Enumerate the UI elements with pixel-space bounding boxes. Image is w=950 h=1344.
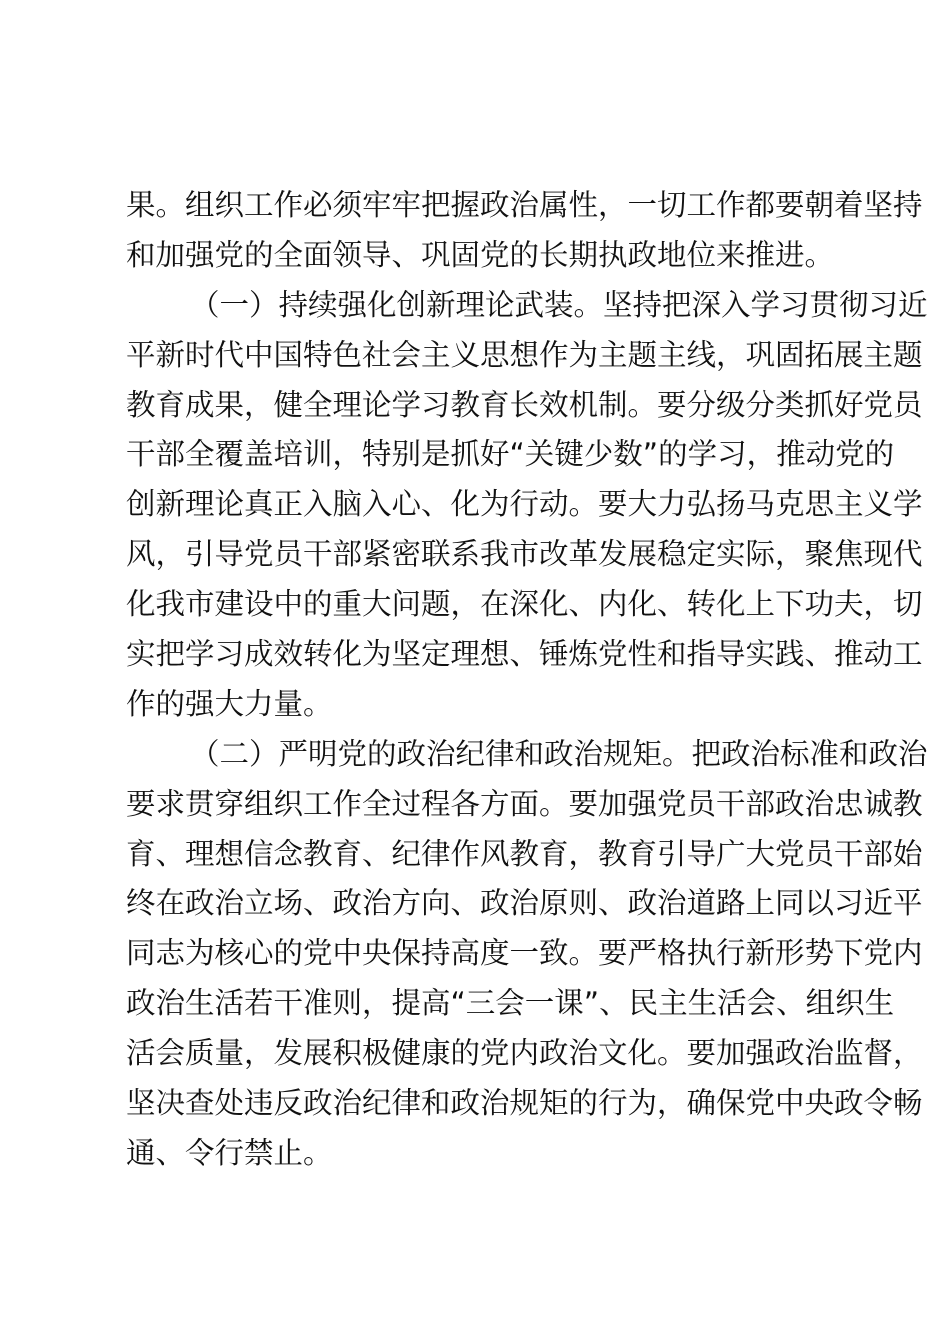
text-line: 育、理想信念教育、纪律作风教育，教育引导广大党员干部始 [126,836,923,871]
text-line: 干部全覆盖培训，特别是抓好“关键少数”的学习，推动党的 [126,437,895,472]
section-heading-line: （一）持续强化创新理论武装。坚持把深入学习贯彻习近 [190,287,928,322]
text-line: 和加强党的全面领导、巩固党的长期执政地位来推进。 [126,237,835,272]
text-line: 实把学习成效转化为坚定理想、锤炼党性和指导实践、推动工 [126,637,923,672]
text-line: 政治生活若干准则，提高“三会一课”、民主生活会、组织生 [126,986,895,1021]
text-line: 活会质量，发展积极健康的党内政治文化。要加强政治监督， [126,1036,923,1071]
paragraph-section-1 [126,286,928,735]
text-line: 化我市建设中的重大问题，在深化、内化、转化上下功夫，切 [126,587,923,622]
text-line: 终在政治立场、政治方向、政治原则、政治道路上同以习近平 [126,886,923,921]
document-body [126,186,928,1184]
text-line: 教育成果，健全理论学习教育长效机制。要分级分类抓好党员 [126,387,923,422]
text-line: 平新时代中国特色社会主义思想作为主题主线，巩固拓展主题 [126,337,923,372]
paragraph-section-2 [126,735,928,1184]
text-line: 同志为核心的党中央保持高度一致。要严格执行新形势下党内 [126,936,923,971]
text-line: 作的强大力量。 [126,686,333,721]
text-line: 风，引导党员干部紧密联系我市改革发展稳定实际，聚焦现代 [126,537,923,572]
text-line: 通、令行禁止。 [126,1135,333,1170]
section-heading-line: （二）严明党的政治纪律和政治规矩。把政治标准和政治 [190,736,928,771]
text-line: 果。组织工作必须牢牢把握政治属性，一切工作都要朝着坚持 [126,188,923,222]
text-line: 坚决查处违反政治纪律和政治规矩的行为，确保党中央政令畅 [126,1086,923,1121]
text-line: 要求贯穿组织工作全过程各方面。要加强党员干部政治忠诚教 [126,786,923,821]
paragraph-intro-tail [126,186,923,286]
text-line: 创新理论真正入脑入心、化为行动。要大力弘扬马克思主义学 [126,487,923,522]
